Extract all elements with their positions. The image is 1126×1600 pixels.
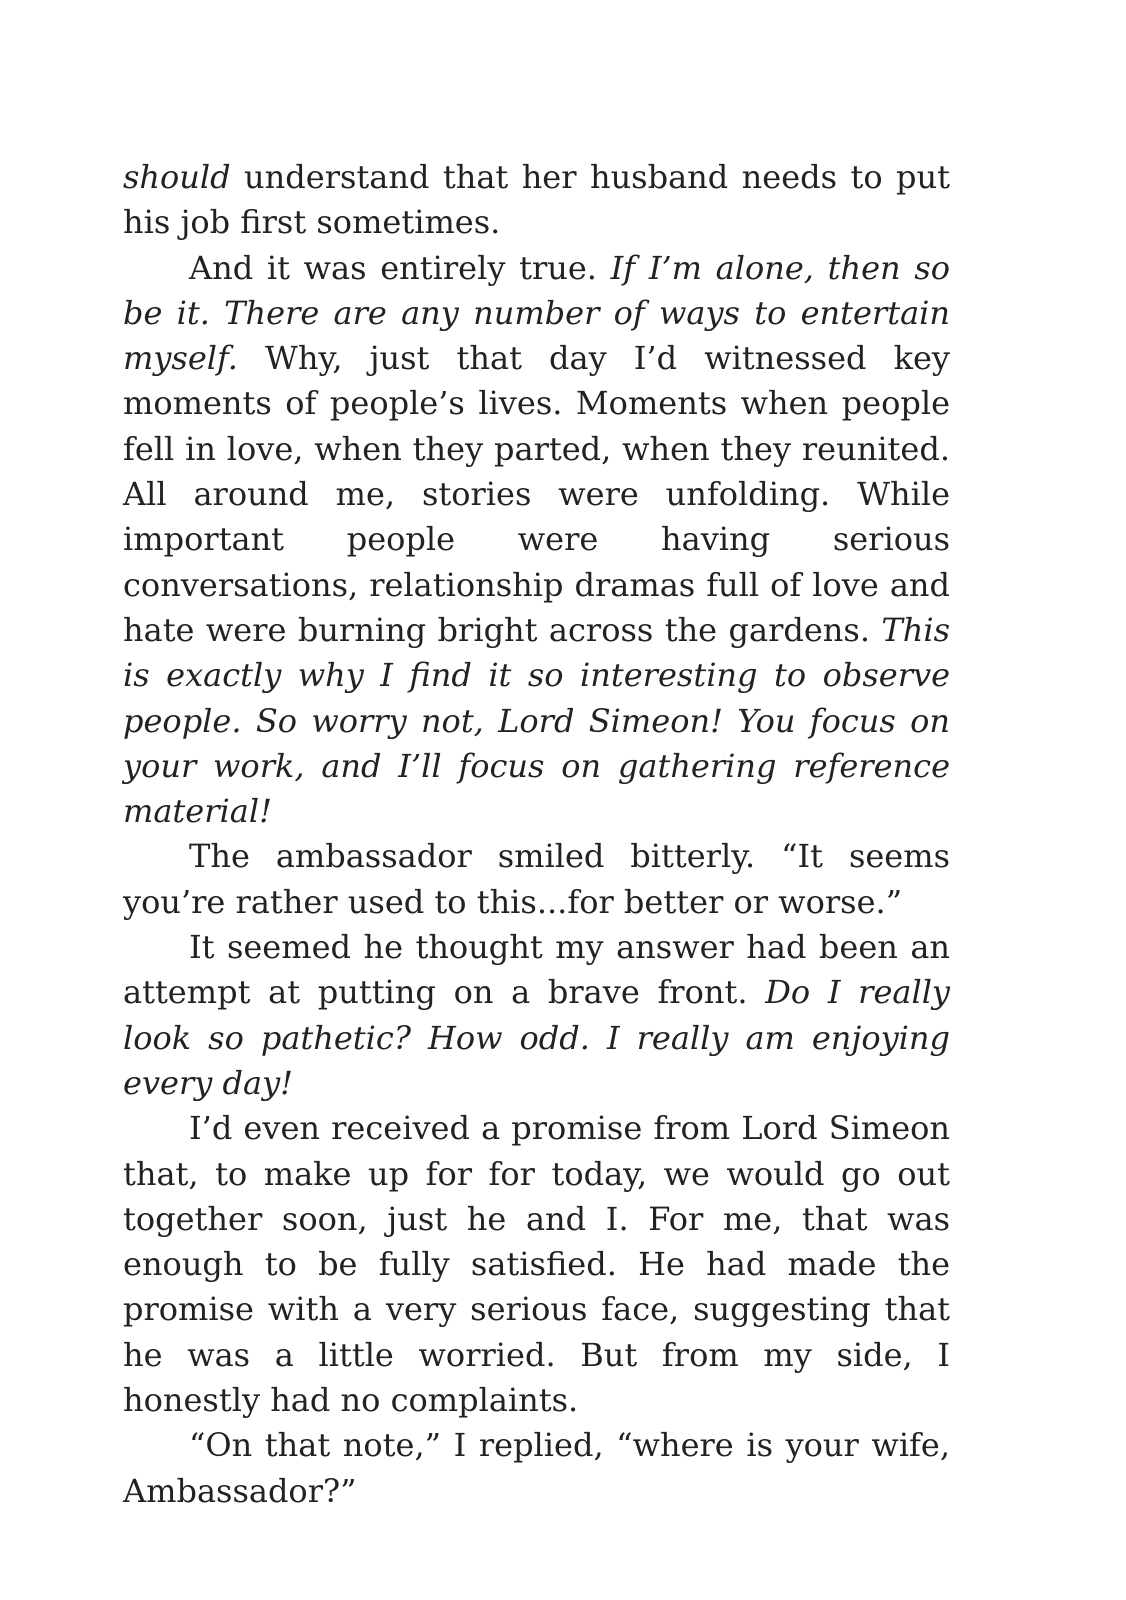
text-span: The ambassador smiled bitterly. “It seems you’re rather used to this...for better or worse.” — [123, 837, 950, 921]
paragraph — [123, 246, 950, 835]
paragraph — [123, 1106, 950, 1423]
paragraph — [123, 155, 950, 246]
text-span: “On that note,” I replied, “where is your wife, Ambassador?” — [123, 1426, 950, 1510]
text-span-italic: Do I really look so pathetic? How odd. I really am enjoying every day! — [123, 973, 951, 1102]
text-span: understand that her husband needs to put his job first sometimes. — [123, 158, 950, 242]
paragraph — [123, 1423, 950, 1514]
text-span-italic: This is exactly why I find it so interesting to observe people. So worry not, Lord Simeon! You focus on your work, and I’ll focus on gathering reference material! — [123, 610, 950, 831]
text-span: I’d even received a promise from Lord Simeon that, to make up for for today, we would go out together soon, just he and I. For me, that was enough to be fully satisfied. He had made the promise with a very serious face, suggesting that he was a little worried. But from my side, I honestly had no complaints. — [123, 1109, 950, 1420]
text-span: It seemed he thought my answer had been an attempt at putting on a brave front. — [123, 928, 950, 1012]
text-span: And it was entirely true. — [189, 248, 611, 287]
text-span-italic: should — [123, 158, 231, 196]
body-text — [123, 155, 950, 1514]
text-span-italic: If I’m alone, then so be it. There are any number of ways to entertain myself. — [123, 248, 951, 378]
paragraph — [123, 834, 950, 925]
paragraph — [123, 925, 950, 1106]
text-span: Why, just that day I’d witnessed key moments of people’s lives. Moments when people fell in love, when they parted, when they reunited. All around me, stories were unfolding. While important people were having serious conversations, relationship dramas full of love and hate were burning bright across the gardens. — [123, 339, 950, 649]
